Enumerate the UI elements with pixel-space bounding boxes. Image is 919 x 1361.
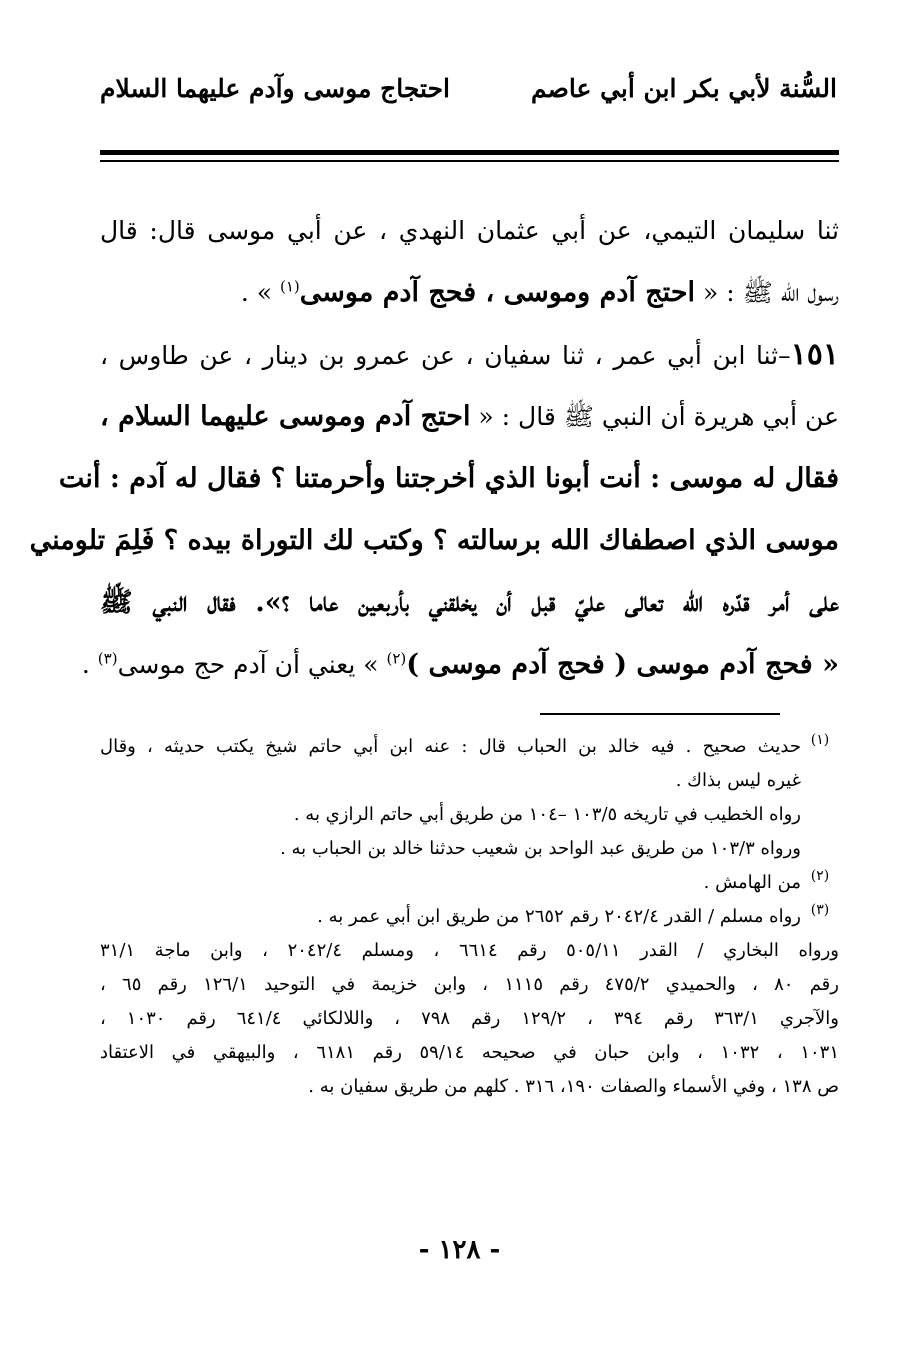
book-title: السُّنة لأبي بكر ابن أبي عاصم bbox=[530, 73, 837, 103]
footnote-line: رقم ٨٠ ، والحميدي ٤٧٥/٢ رقم ١١١٥ ، وابن خزيمة في التوحيد ١٢٦/١ رقم ٦٥ ، bbox=[100, 974, 839, 995]
footnote-line: من الهامش . bbox=[703, 872, 801, 893]
footnote-2 bbox=[100, 866, 839, 900]
text-segment: –ثنا ابن أبي عمر ، ثنا سفيان ، عن عمرو بن دينار ، عن طاوس ، bbox=[100, 341, 791, 370]
footnote-marker: (١) bbox=[810, 732, 830, 748]
footnote-body bbox=[100, 866, 801, 900]
footnote-separator bbox=[540, 713, 780, 715]
footnotes bbox=[100, 730, 839, 1104]
hadith-text: احتج آدم وموسى ، فحج آدم موسى bbox=[299, 277, 696, 308]
text-line bbox=[100, 262, 839, 324]
footnote-3 bbox=[100, 900, 839, 1104]
footnote-1 bbox=[100, 730, 839, 866]
footnote-line: غيره ليس بذاك . bbox=[675, 770, 801, 791]
text-line bbox=[100, 324, 839, 386]
text-line bbox=[100, 386, 839, 448]
footnote-line: رواه مسلم / القدر ٢٠٤٢/٤ رقم ٢٦٥٢ من طريق ابن أبي عمر به . bbox=[317, 906, 801, 927]
hadith-number: ١٥١ bbox=[790, 337, 839, 372]
footnote-line: رواه الخطيب في تاريخه ١٠٣/٥ –١٠٤ من طريق أبي حاتم الرازي به . bbox=[293, 804, 801, 825]
footnote-line: ١٠٣١ ، ١٠٣٢ ، وابن حبان في صحيحه ٥٩/١٤ رقم ٦١٨١ ، والبيهقي في الاعتقاد bbox=[100, 1042, 839, 1063]
footnote-line: ورواه ١٠٣/٣ من طريق عبد الواحد بن شعيب حدثنا خالد بن الحباب به . bbox=[280, 838, 801, 859]
footnote-body bbox=[100, 900, 839, 1104]
footnote-line: والآجري ٣٦٣/١ رقم ٣٩٤ ، ١٢٩/٢ رقم ٧٩٨ ، واللالكائي ٦٤١/٤ رقم ١٠٣٠ ، bbox=[100, 1008, 839, 1029]
hadith-text-line: فقال له موسى : أنت أبونا الذي أخرجتنا وأحرمتنا ؟ فقال له آدم : أنت bbox=[58, 463, 839, 494]
chapter-title: احتجاج موسى وآدم عليهما السلام bbox=[100, 73, 450, 103]
header-rule-thin bbox=[100, 160, 839, 162]
footnote-line: ورواه البخاري / القدر ٥٠٥/١١ رقم ٦٦١٤ ، ومسلم ٢٠٤٢/٤ ، وابن ماجة ٣١/١ bbox=[100, 940, 839, 961]
running-header bbox=[100, 68, 837, 108]
main-text bbox=[29, 200, 839, 696]
text-segment: رسول الله ﷺ : « bbox=[695, 278, 839, 307]
text-segment: » يعني أن آدم حج موسى bbox=[117, 650, 387, 679]
footnote-ref: (٢) bbox=[386, 649, 407, 668]
footnote-marker: (٣) bbox=[810, 902, 830, 918]
footnote-ref: (١) bbox=[280, 277, 300, 296]
hadith-text-line: موسى الذي اصطفاك الله برسالته ؟ وكتب لك التوراة بيده ؟ فَلِمَ تلومني bbox=[29, 525, 839, 556]
text-segment: عن أبي هريرة أن النبي ﷺ قال : « bbox=[470, 402, 839, 431]
text-line: ثنا سليمان التيمي، عن أبي عثمان النهدي ، عن أبي موسى قال: قال bbox=[100, 216, 839, 245]
footnote-marker: (٢) bbox=[810, 868, 830, 884]
hadith-text-line: على أمر قدّره الله تعالى عليّ قبل أن يخلقني بأربعين عاما ؟». فقال النبي ﷺ bbox=[100, 587, 839, 618]
page-number: - ١٢٨ - bbox=[418, 1235, 501, 1265]
footnote-line: حديث صحيح . فيه خالد بن الحباب قال : عنه ابن أبي حاتم شيخ يكتب حديثه ، وقال bbox=[100, 736, 801, 757]
text-line bbox=[81, 634, 839, 696]
footnote-body bbox=[100, 730, 801, 866]
text-segment: » . bbox=[240, 278, 280, 307]
hadith-text: « فحج آدم موسى ( فحج آدم موسى ) bbox=[406, 649, 839, 680]
header-rule-thick bbox=[100, 150, 839, 155]
footnote-line: ص ١٣٨ ، وفي الأسماء والصفات ١٩٠، ٣١٦ . كلهم من طريق سفيان به . bbox=[308, 1076, 839, 1097]
footnote-ref: (٣) bbox=[97, 649, 118, 668]
hadith-text: احتج آدم وموسى عليهما السلام ، bbox=[100, 401, 471, 432]
text-segment: . bbox=[81, 650, 98, 679]
